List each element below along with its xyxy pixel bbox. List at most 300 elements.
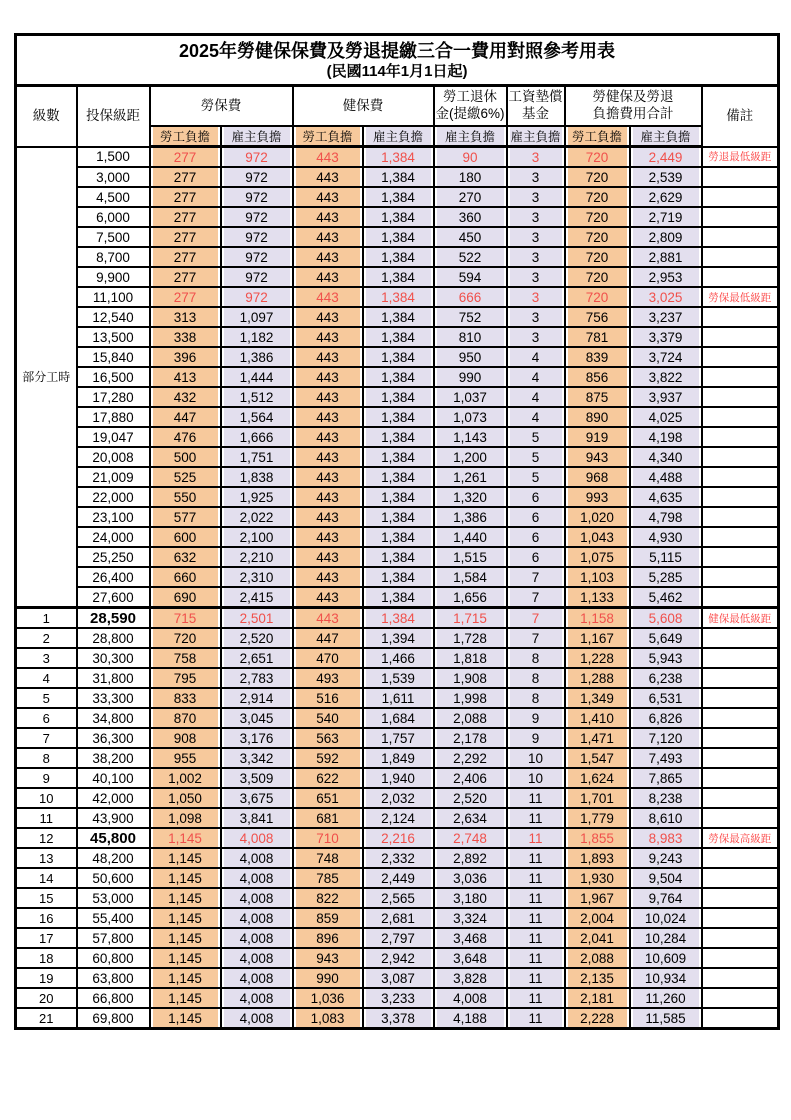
remark-cell bbox=[702, 347, 779, 367]
remark-cell bbox=[702, 547, 779, 567]
level-cell: 16 bbox=[16, 908, 77, 928]
value-cell: 781 bbox=[565, 327, 630, 347]
value-cell: 1,145 bbox=[150, 988, 221, 1008]
bracket-cell: 42,000 bbox=[77, 788, 150, 808]
value-cell: 1,384 bbox=[363, 587, 434, 608]
remark-cell bbox=[702, 567, 779, 587]
value-cell: 3,509 bbox=[221, 768, 293, 788]
value-cell: 3,378 bbox=[363, 1008, 434, 1029]
table-row bbox=[16, 848, 779, 868]
level-cell: 14 bbox=[16, 868, 77, 888]
value-cell: 594 bbox=[434, 267, 507, 287]
value-cell: 2,022 bbox=[221, 507, 293, 527]
value-cell: 3 bbox=[507, 287, 565, 307]
bracket-cell: 25,250 bbox=[77, 547, 150, 567]
value-cell: 11 bbox=[507, 808, 565, 828]
value-cell: 3,648 bbox=[434, 948, 507, 968]
value-cell: 550 bbox=[150, 487, 221, 507]
value-cell: 720 bbox=[565, 287, 630, 307]
value-cell: 2,520 bbox=[434, 788, 507, 808]
value-cell: 660 bbox=[150, 567, 221, 587]
value-cell: 1,728 bbox=[434, 628, 507, 648]
value-cell: 443 bbox=[293, 427, 363, 447]
bracket-cell: 9,900 bbox=[77, 267, 150, 287]
value-cell: 2,565 bbox=[363, 888, 434, 908]
value-cell: 11,260 bbox=[630, 988, 702, 1008]
value-cell: 6 bbox=[507, 507, 565, 527]
level-cell: 7 bbox=[16, 728, 77, 748]
value-cell: 1,930 bbox=[565, 868, 630, 888]
value-cell: 11 bbox=[507, 788, 565, 808]
value-cell: 11 bbox=[507, 1008, 565, 1029]
value-cell: 6,238 bbox=[630, 668, 702, 688]
part-time-merged-cell: 部分工時 bbox=[16, 147, 77, 608]
value-cell: 10,934 bbox=[630, 968, 702, 988]
value-cell: 447 bbox=[293, 628, 363, 648]
value-cell: 443 bbox=[293, 527, 363, 547]
bracket-cell: 21,009 bbox=[77, 467, 150, 487]
remark-cell bbox=[702, 708, 779, 728]
value-cell: 1,384 bbox=[363, 187, 434, 207]
bracket-cell: 15,840 bbox=[77, 347, 150, 367]
value-cell: 1,098 bbox=[150, 808, 221, 828]
value-cell: 432 bbox=[150, 387, 221, 407]
bracket-cell: 1,500 bbox=[77, 147, 150, 168]
value-cell: 277 bbox=[150, 147, 221, 168]
value-cell: 1,512 bbox=[221, 387, 293, 407]
table-row bbox=[16, 187, 779, 207]
remark-cell bbox=[702, 1008, 779, 1029]
subheader-employee: 勞工負擔 bbox=[150, 126, 221, 147]
value-cell: 3,822 bbox=[630, 367, 702, 387]
value-cell: 450 bbox=[434, 227, 507, 247]
remark-cell bbox=[702, 948, 779, 968]
value-cell: 4,008 bbox=[221, 868, 293, 888]
value-cell: 3,237 bbox=[630, 307, 702, 327]
value-cell: 3,379 bbox=[630, 327, 702, 347]
value-cell: 720 bbox=[565, 147, 630, 168]
table-row bbox=[16, 688, 779, 708]
remark-cell bbox=[702, 728, 779, 748]
value-cell: 748 bbox=[293, 848, 363, 868]
bracket-cell: 43,900 bbox=[77, 808, 150, 828]
subheader-employer: 雇主負擔 bbox=[507, 126, 565, 147]
bracket-cell: 60,800 bbox=[77, 948, 150, 968]
level-cell: 1 bbox=[16, 608, 77, 629]
value-cell: 5 bbox=[507, 467, 565, 487]
value-cell: 856 bbox=[565, 367, 630, 387]
header-level: 級數 bbox=[16, 86, 77, 147]
table-row bbox=[16, 868, 779, 888]
value-cell: 3,342 bbox=[221, 748, 293, 768]
value-cell: 3,176 bbox=[221, 728, 293, 748]
value-cell: 443 bbox=[293, 267, 363, 287]
value-cell: 600 bbox=[150, 527, 221, 547]
value-cell: 2,004 bbox=[565, 908, 630, 928]
value-cell: 720 bbox=[565, 167, 630, 187]
value-cell: 1,002 bbox=[150, 768, 221, 788]
header-pension-line1: 勞工退休 bbox=[443, 89, 497, 105]
value-cell: 6,531 bbox=[630, 688, 702, 708]
value-cell: 7 bbox=[507, 567, 565, 587]
value-cell: 476 bbox=[150, 427, 221, 447]
remark-cell: 健保最低級距 bbox=[702, 608, 779, 629]
value-cell: 1,083 bbox=[293, 1008, 363, 1029]
value-cell: 413 bbox=[150, 367, 221, 387]
value-cell: 5,608 bbox=[630, 608, 702, 629]
value-cell: 2,100 bbox=[221, 527, 293, 547]
value-cell: 8,983 bbox=[630, 828, 702, 848]
value-cell: 2,634 bbox=[434, 808, 507, 828]
page-title: 2025年勞健保保費及勞退提繳三合一費用對照參考用表 bbox=[179, 40, 616, 61]
value-cell: 4,008 bbox=[434, 988, 507, 1008]
value-cell: 10 bbox=[507, 768, 565, 788]
value-cell: 443 bbox=[293, 167, 363, 187]
value-cell: 720 bbox=[150, 628, 221, 648]
level-cell: 8 bbox=[16, 748, 77, 768]
table-row bbox=[16, 668, 779, 688]
value-cell: 443 bbox=[293, 407, 363, 427]
value-cell: 2,797 bbox=[363, 928, 434, 948]
value-cell: 1,384 bbox=[363, 267, 434, 287]
table-row bbox=[16, 147, 779, 168]
value-cell: 447 bbox=[150, 407, 221, 427]
value-cell: 2,809 bbox=[630, 227, 702, 247]
value-cell: 2,210 bbox=[221, 547, 293, 567]
subheader-employee: 勞工負擔 bbox=[565, 126, 630, 147]
remark-cell bbox=[702, 407, 779, 427]
value-cell: 2,539 bbox=[630, 167, 702, 187]
value-cell: 720 bbox=[565, 227, 630, 247]
value-cell: 360 bbox=[434, 207, 507, 227]
table-row bbox=[16, 988, 779, 1008]
value-cell: 1,893 bbox=[565, 848, 630, 868]
remark-cell bbox=[702, 487, 779, 507]
header-total bbox=[565, 86, 702, 127]
bracket-cell: 3,000 bbox=[77, 167, 150, 187]
value-cell: 896 bbox=[293, 928, 363, 948]
value-cell: 1,384 bbox=[363, 387, 434, 407]
remark-cell: 勞退最低級距 bbox=[702, 147, 779, 168]
value-cell: 11 bbox=[507, 988, 565, 1008]
value-cell: 5,943 bbox=[630, 648, 702, 668]
value-cell: 6 bbox=[507, 487, 565, 507]
value-cell: 1,384 bbox=[363, 427, 434, 447]
level-cell: 21 bbox=[16, 1008, 77, 1029]
value-cell: 4,798 bbox=[630, 507, 702, 527]
value-cell: 943 bbox=[293, 948, 363, 968]
header-health-insurance: 健保費 bbox=[293, 86, 434, 127]
bracket-cell: 66,800 bbox=[77, 988, 150, 1008]
value-cell: 785 bbox=[293, 868, 363, 888]
value-cell: 443 bbox=[293, 507, 363, 527]
value-cell: 5,285 bbox=[630, 567, 702, 587]
value-cell: 2,449 bbox=[630, 147, 702, 168]
value-cell: 443 bbox=[293, 547, 363, 567]
value-cell: 277 bbox=[150, 247, 221, 267]
value-cell: 1,182 bbox=[221, 327, 293, 347]
value-cell: 681 bbox=[293, 808, 363, 828]
value-cell: 1,384 bbox=[363, 327, 434, 347]
value-cell: 1,386 bbox=[221, 347, 293, 367]
value-cell: 443 bbox=[293, 608, 363, 629]
bracket-cell: 20,008 bbox=[77, 447, 150, 467]
value-cell: 1,818 bbox=[434, 648, 507, 668]
remark-cell bbox=[702, 968, 779, 988]
premium-reference-sheet bbox=[14, 33, 780, 1030]
value-cell: 577 bbox=[150, 507, 221, 527]
bracket-cell: 53,000 bbox=[77, 888, 150, 908]
subheader-employer: 雇主負擔 bbox=[221, 126, 293, 147]
value-cell: 1,855 bbox=[565, 828, 630, 848]
value-cell: 7,120 bbox=[630, 728, 702, 748]
value-cell: 277 bbox=[150, 167, 221, 187]
value-cell: 3 bbox=[507, 187, 565, 207]
value-cell: 1,145 bbox=[150, 968, 221, 988]
value-cell: 1,145 bbox=[150, 908, 221, 928]
value-cell: 4,008 bbox=[221, 828, 293, 848]
value-cell: 277 bbox=[150, 207, 221, 227]
level-cell: 15 bbox=[16, 888, 77, 908]
value-cell: 8,610 bbox=[630, 808, 702, 828]
value-cell: 955 bbox=[150, 748, 221, 768]
value-cell: 4,340 bbox=[630, 447, 702, 467]
value-cell: 4,008 bbox=[221, 948, 293, 968]
value-cell: 1,384 bbox=[363, 247, 434, 267]
value-cell: 90 bbox=[434, 147, 507, 168]
value-cell: 516 bbox=[293, 688, 363, 708]
value-cell: 443 bbox=[293, 207, 363, 227]
value-cell: 2,783 bbox=[221, 668, 293, 688]
bracket-cell: 13,500 bbox=[77, 327, 150, 347]
value-cell: 3 bbox=[507, 167, 565, 187]
value-cell: 11 bbox=[507, 928, 565, 948]
value-cell: 2,520 bbox=[221, 628, 293, 648]
level-cell: 11 bbox=[16, 808, 77, 828]
value-cell: 1,073 bbox=[434, 407, 507, 427]
value-cell: 1,384 bbox=[363, 567, 434, 587]
header-pension-line2: 金(提繳6%) bbox=[435, 106, 505, 121]
bracket-cell: 57,800 bbox=[77, 928, 150, 948]
bracket-cell: 33,300 bbox=[77, 688, 150, 708]
value-cell: 2,942 bbox=[363, 948, 434, 968]
value-cell: 1,998 bbox=[434, 688, 507, 708]
table-row bbox=[16, 427, 779, 447]
value-cell: 1,466 bbox=[363, 648, 434, 668]
header-remark: 備註 bbox=[702, 86, 779, 147]
value-cell: 1,228 bbox=[565, 648, 630, 668]
value-cell: 7,493 bbox=[630, 748, 702, 768]
value-cell: 9 bbox=[507, 728, 565, 748]
value-cell: 4,025 bbox=[630, 407, 702, 427]
bracket-cell: 17,880 bbox=[77, 407, 150, 427]
bracket-cell: 50,600 bbox=[77, 868, 150, 888]
value-cell: 3 bbox=[507, 327, 565, 347]
header-labor-insurance: 勞保費 bbox=[150, 86, 293, 127]
value-cell: 1,584 bbox=[434, 567, 507, 587]
level-cell: 20 bbox=[16, 988, 77, 1008]
value-cell: 1,384 bbox=[363, 367, 434, 387]
value-cell: 1,440 bbox=[434, 527, 507, 547]
remark-cell bbox=[702, 848, 779, 868]
value-cell: 2,178 bbox=[434, 728, 507, 748]
value-cell: 1,940 bbox=[363, 768, 434, 788]
value-cell: 1,103 bbox=[565, 567, 630, 587]
value-cell: 1,384 bbox=[363, 207, 434, 227]
subheader-employer: 雇主負擔 bbox=[630, 126, 702, 147]
level-cell: 12 bbox=[16, 828, 77, 848]
value-cell: 1,384 bbox=[363, 507, 434, 527]
value-cell: 4,008 bbox=[221, 888, 293, 908]
table-row bbox=[16, 768, 779, 788]
value-cell: 1,133 bbox=[565, 587, 630, 608]
remark-cell bbox=[702, 688, 779, 708]
page-subtitle: (民國114年1月1日起) bbox=[326, 63, 468, 81]
table-row bbox=[16, 527, 779, 547]
value-cell: 1,384 bbox=[363, 527, 434, 547]
value-cell: 6 bbox=[507, 547, 565, 567]
table-row bbox=[16, 267, 779, 287]
value-cell: 10,609 bbox=[630, 948, 702, 968]
value-cell: 1,145 bbox=[150, 868, 221, 888]
value-cell: 715 bbox=[150, 608, 221, 629]
value-cell: 822 bbox=[293, 888, 363, 908]
value-cell: 3,036 bbox=[434, 868, 507, 888]
value-cell: 3 bbox=[507, 207, 565, 227]
level-cell: 3 bbox=[16, 648, 77, 668]
table-body bbox=[16, 147, 779, 1029]
value-cell: 1,145 bbox=[150, 848, 221, 868]
table-row bbox=[16, 1008, 779, 1029]
value-cell: 1,779 bbox=[565, 808, 630, 828]
remark-cell bbox=[702, 587, 779, 608]
value-cell: 277 bbox=[150, 187, 221, 207]
value-cell: 9,243 bbox=[630, 848, 702, 868]
bracket-cell: 16,500 bbox=[77, 367, 150, 387]
value-cell: 710 bbox=[293, 828, 363, 848]
value-cell: 1,564 bbox=[221, 407, 293, 427]
value-cell: 443 bbox=[293, 567, 363, 587]
value-cell: 1,838 bbox=[221, 467, 293, 487]
bracket-cell: 12,540 bbox=[77, 307, 150, 327]
value-cell: 1,145 bbox=[150, 948, 221, 968]
value-cell: 4,008 bbox=[221, 988, 293, 1008]
subheader-employer: 雇主負擔 bbox=[434, 126, 507, 147]
value-cell: 752 bbox=[434, 307, 507, 327]
value-cell: 795 bbox=[150, 668, 221, 688]
value-cell: 1,349 bbox=[565, 688, 630, 708]
value-cell: 11 bbox=[507, 868, 565, 888]
remark-cell bbox=[702, 327, 779, 347]
remark-cell bbox=[702, 227, 779, 247]
value-cell: 7,865 bbox=[630, 768, 702, 788]
value-cell: 500 bbox=[150, 447, 221, 467]
remark-cell bbox=[702, 247, 779, 267]
value-cell: 1,547 bbox=[565, 748, 630, 768]
table-row bbox=[16, 507, 779, 527]
value-cell: 2,228 bbox=[565, 1008, 630, 1029]
level-cell: 13 bbox=[16, 848, 77, 868]
value-cell: 4,930 bbox=[630, 527, 702, 547]
value-cell: 632 bbox=[150, 547, 221, 567]
remark-cell bbox=[702, 307, 779, 327]
value-cell: 443 bbox=[293, 387, 363, 407]
value-cell: 1,145 bbox=[150, 828, 221, 848]
table-row bbox=[16, 728, 779, 748]
value-cell: 2,629 bbox=[630, 187, 702, 207]
value-cell: 890 bbox=[565, 407, 630, 427]
value-cell: 1,471 bbox=[565, 728, 630, 748]
value-cell: 2,953 bbox=[630, 267, 702, 287]
level-cell: 9 bbox=[16, 768, 77, 788]
value-cell: 11 bbox=[507, 848, 565, 868]
premium-table bbox=[14, 33, 780, 1030]
value-cell: 651 bbox=[293, 788, 363, 808]
value-cell: 3,324 bbox=[434, 908, 507, 928]
value-cell: 810 bbox=[434, 327, 507, 347]
value-cell: 5 bbox=[507, 447, 565, 467]
remark-cell bbox=[702, 427, 779, 447]
header-bracket: 投保級距 bbox=[77, 86, 150, 147]
table-title-cell bbox=[16, 35, 779, 86]
remark-cell bbox=[702, 808, 779, 828]
remark-cell bbox=[702, 187, 779, 207]
value-cell: 1,967 bbox=[565, 888, 630, 908]
value-cell: 1,097 bbox=[221, 307, 293, 327]
level-cell: 4 bbox=[16, 668, 77, 688]
value-cell: 1,043 bbox=[565, 527, 630, 547]
table-row bbox=[16, 207, 779, 227]
value-cell: 972 bbox=[221, 267, 293, 287]
value-cell: 2,881 bbox=[630, 247, 702, 267]
table-row bbox=[16, 828, 779, 848]
bracket-cell: 34,800 bbox=[77, 708, 150, 728]
value-cell: 1,384 bbox=[363, 347, 434, 367]
value-cell: 1,200 bbox=[434, 447, 507, 467]
value-cell: 4,008 bbox=[221, 928, 293, 948]
value-cell: 3 bbox=[507, 247, 565, 267]
value-cell: 396 bbox=[150, 347, 221, 367]
value-cell: 180 bbox=[434, 167, 507, 187]
value-cell: 2,651 bbox=[221, 648, 293, 668]
bracket-cell: 28,800 bbox=[77, 628, 150, 648]
header-total-line1: 勞健保及勞退 bbox=[592, 89, 674, 105]
value-cell: 4 bbox=[507, 347, 565, 367]
value-cell: 11 bbox=[507, 908, 565, 928]
bracket-cell: 36,300 bbox=[77, 728, 150, 748]
value-cell: 3,841 bbox=[221, 808, 293, 828]
value-cell: 270 bbox=[434, 187, 507, 207]
level-cell: 5 bbox=[16, 688, 77, 708]
value-cell: 7 bbox=[507, 608, 565, 629]
value-cell: 2,501 bbox=[221, 608, 293, 629]
bracket-cell: 31,800 bbox=[77, 668, 150, 688]
value-cell: 1,320 bbox=[434, 487, 507, 507]
remark-cell bbox=[702, 387, 779, 407]
value-cell: 2,041 bbox=[565, 928, 630, 948]
value-cell: 4,008 bbox=[221, 908, 293, 928]
table-row bbox=[16, 888, 779, 908]
remark-cell bbox=[702, 928, 779, 948]
table-row bbox=[16, 808, 779, 828]
value-cell: 972 bbox=[221, 207, 293, 227]
bracket-cell: 4,500 bbox=[77, 187, 150, 207]
bracket-cell: 40,100 bbox=[77, 768, 150, 788]
bracket-cell: 27,600 bbox=[77, 587, 150, 608]
value-cell: 1,757 bbox=[363, 728, 434, 748]
value-cell: 1,384 bbox=[363, 547, 434, 567]
value-cell: 1,684 bbox=[363, 708, 434, 728]
